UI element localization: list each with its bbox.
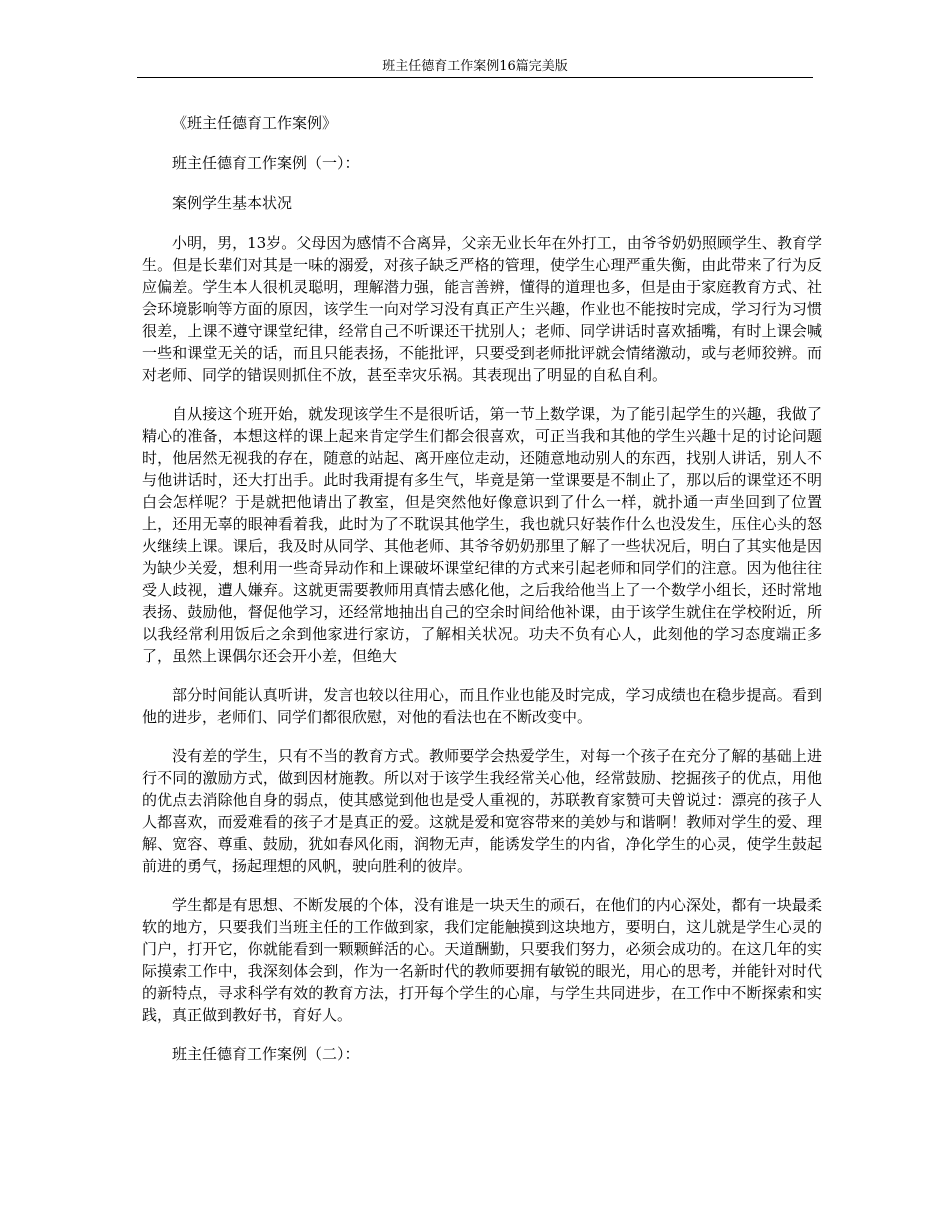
- document-title: 《班主任德育工作案例》: [172, 114, 338, 132]
- paragraph-progress: 部分时间能认真听讲，发言也较以往用心，而且作业也能及时完成，学习成绩也在稳步提高。看到他的进步，老师们、同学们都很欣慰，对他的看法也在不断改变中。: [142, 686, 822, 726]
- paragraph-reflection: 学生都是有思想、不断发展的个体，没有谁是一块天生的顽石，在他们的内心深处，都有一块最柔软的地方，只要我们当班主任的工作做到家，我们定能触摸到这块地方，要明白，这儿就是学生心灵的门户，打开它，你就能看到一颗颗鲜活的心。天道酬勤，只要我们努力，必须会成功的。在这几年的实际摸索工作中，我深刻体会到，作为一名新时代的教师要拥有敏锐的眼光，用心的思考，并能针对时代的新特点，寻求科学有效的教育方法，打开每个学生的心扉，与学生共同进步，在工作中不断探索和实践，真正做到教好书，育好人。: [142, 896, 822, 1024]
- page-header-title: 班主任德育工作案例16篇完美版: [382, 59, 568, 74]
- case-heading-two: 班主任德育工作案例（二）：: [172, 1045, 360, 1063]
- section-heading-student-info: 案例学生基本状况: [172, 194, 293, 212]
- paragraph-education-method: 没有差的学生，只有不当的教育方式。教师要学会热爱学生，对每一个孩子在充分了解的基础上进行不同的激励方式，做到因材施教。所以对于该学生我经常关心他，经常鼓励、挖掘孩子的优点，用他的优点去消除他自身的弱点，使其感觉到他也是受人重视的，苏联教育家赞可夫曾说过：漂亮的孩子人人都喜欢，而爱难看的孩子才是真正的爱。这就是爱和宽容带来的美妙与和谐啊！教师对学生的爱、理解、宽容、尊重、鼓励，犹如春风化雨，润物无声，能诱发学生的内省，净化学生的心灵，使学生鼓起前进的勇气，扬起理想的风帆，驶向胜利的彼岸。: [142, 747, 822, 875]
- header-divider: [137, 77, 813, 78]
- paragraph-first-class: 自从接这个班开始，就发现该学生不是很听话，第一节上数学课，为了能引起学生的兴趣，我做了精心的准备，本想这样的课上起来肯定学生们都会很喜欢，可正当我和其他的学生兴趣十足的讨论问题时，他居然无视我的存在，随意的站起、离开座位走动，还随意地动别人的东西，找别人讲话，别人不与他讲话时，还大打出手。此时我甭提有多生气，毕竟是第一堂课要是不制止了，那以后的课堂还不明白会怎样呢？于是就把他请出了教室，但是突然他好像意识到了什么一样，就扑通一声坐回到了位置上，还用无辜的眼神看着我，此时为了不耽误其他学生，我也就只好装作什么也没发生，压住心头的怒火继续上课。课后，我及时从同学、其他老师、其爷爷奶奶那里了解了一些状况后，明白了其实他是因为缺少关爱，想利用一些奇异动作和上课破坏课堂纪律的方式来引起老师和同学们的注意。因为他往往受人歧视，遭人嫌弃。这就更需要教师用真情去感化他，之后我给他当上了一个数学小组长，还时常地表扬、鼓励他，督促他学习，还经常地抽出自己的空余时间给他补课，由于该学生就住在学校附近，所以我经常利用饭后之余到他家进行家访，了解相关状况。功夫不负有心人，此刻他的学习态度端正多了，虽然上课偶尔还会开小差，但绝大: [142, 405, 822, 665]
- case-heading-one: 班主任德育工作案例（一）：: [172, 154, 360, 172]
- document-body: [142, 112, 822, 1083]
- paragraph-student-background: 小明，男，13岁。父母因为感情不合离异，父亲无业长年在外打工，由爷爷奶奶照顾学生、教育学生。但是长辈们对其是一味的溺爱，对孩子缺乏严格的管理，使学生心理严重失衡，由此带来了行为反应偏差。学生本人很机灵聪明，理解潜力强，能言善辨，懂得的道理也多，但是由于家庭教育方式、社会环境影响等方面的原因，该学生一向对学习没有真正产生兴趣，作业也不能按时完成，学习行为习惯很差，上课不遵守课堂纪律，经常自己不听课还干扰别人；老师、同学讲话时喜欢插嘴，有时上课会喊一些和课堂无关的话，而且只能表扬，不能批评，只要受到老师批评就会情绪激动，或与老师狡辨。而对老师、同学的错误则抓住不放，甚至幸灾乐祸。其表现出了明显的自私自利。: [142, 234, 822, 384]
